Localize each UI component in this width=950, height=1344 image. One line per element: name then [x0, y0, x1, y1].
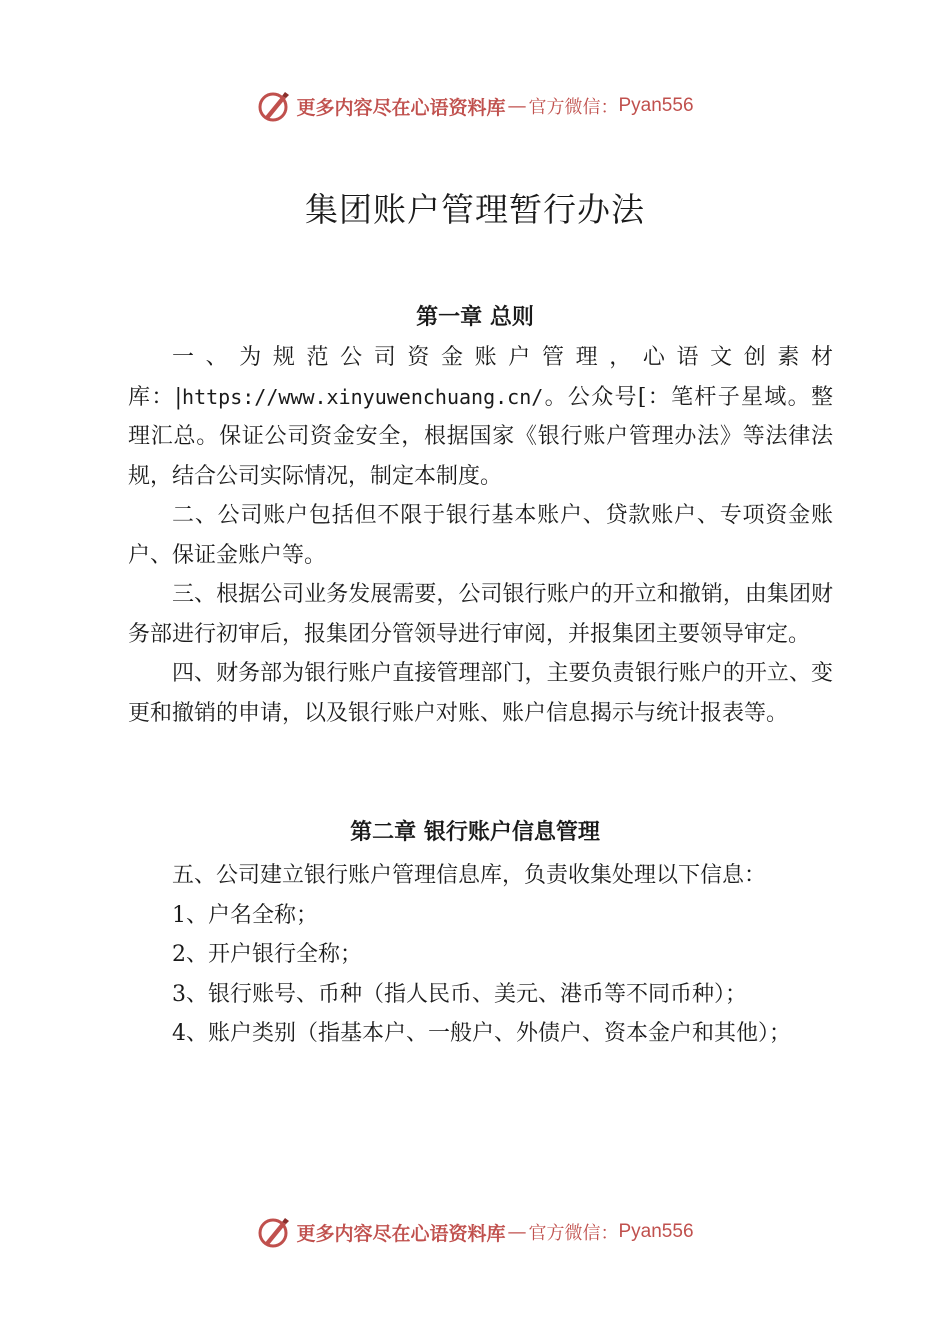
banner-wechat-id: Pyan556	[618, 95, 694, 116]
banner-separator: —	[507, 95, 527, 117]
chapter-1-body	[128, 338, 833, 733]
header-watermark-banner	[0, 86, 950, 126]
paragraph-4: 四、财务部为银行账户直接管理部门，主要负责银行账户的开立、变更和撤销的申请，以及银行账户对账、账户信息揭示与统计报表等。	[128, 661, 833, 726]
paragraph-1	[128, 338, 833, 496]
pen-logo-icon	[256, 1214, 292, 1250]
banner-main-text: 更多内容尽在心语资料库	[296, 1222, 506, 1245]
list-item-3: 3、银行账号、币种（指人民币、美元、港币等不同币种）；	[172, 981, 747, 1007]
paragraph-1-text-a: 一、为规范公司资金账户管理，心语文创素材库：|	[128, 345, 833, 410]
banner-label: 官方微信：	[528, 1223, 619, 1244]
paragraph-2: 二、公司账户包括但不限于银行基本账户、贷款账户、专项资金账户、保证金账户等。	[128, 503, 833, 568]
pen-logo-icon	[256, 88, 292, 124]
banner-main-text: 更多内容尽在心语资料库	[296, 96, 506, 119]
chapter-1-heading: 第一章 总则	[416, 305, 534, 330]
source-url-link[interactable]: https://www.xinyuwenchuang.cn/	[182, 384, 544, 409]
chapter-2-body	[128, 856, 833, 1054]
footer-watermark-banner	[0, 1212, 950, 1252]
chapter-2-heading: 第二章 银行账户信息管理	[350, 820, 600, 845]
list-item-1: 1、户名全称；	[172, 902, 318, 928]
paragraph-1-text-b: 。公众号[：笔杆子星域。整理汇总。保证公司资金安全，根据国家《银行账户管理办法》等法律法规，结合公司实际情况，制定本制度。	[128, 384, 833, 489]
paragraph-5: 五、公司建立银行账户管理信息库，负责收集处理以下信息：	[172, 863, 767, 888]
banner-wechat-id: Pyan556	[618, 1221, 694, 1242]
banner-separator: —	[507, 1221, 527, 1243]
document-title: 集团账户管理暂行办法	[305, 190, 645, 229]
banner-label: 官方微信：	[528, 97, 619, 118]
list-item-4: 4、账户类别（指基本户、一般户、外债户、资本金户和其他）；	[172, 1021, 791, 1046]
paragraph-3: 三、根据公司业务发展需要，公司银行账户的开立和撤销，由集团财务部进行初审后，报集团分管领导进行审阅，并报集团主要领导审定。	[128, 582, 833, 647]
list-item-2: 2、开户银行全称；	[172, 942, 362, 967]
